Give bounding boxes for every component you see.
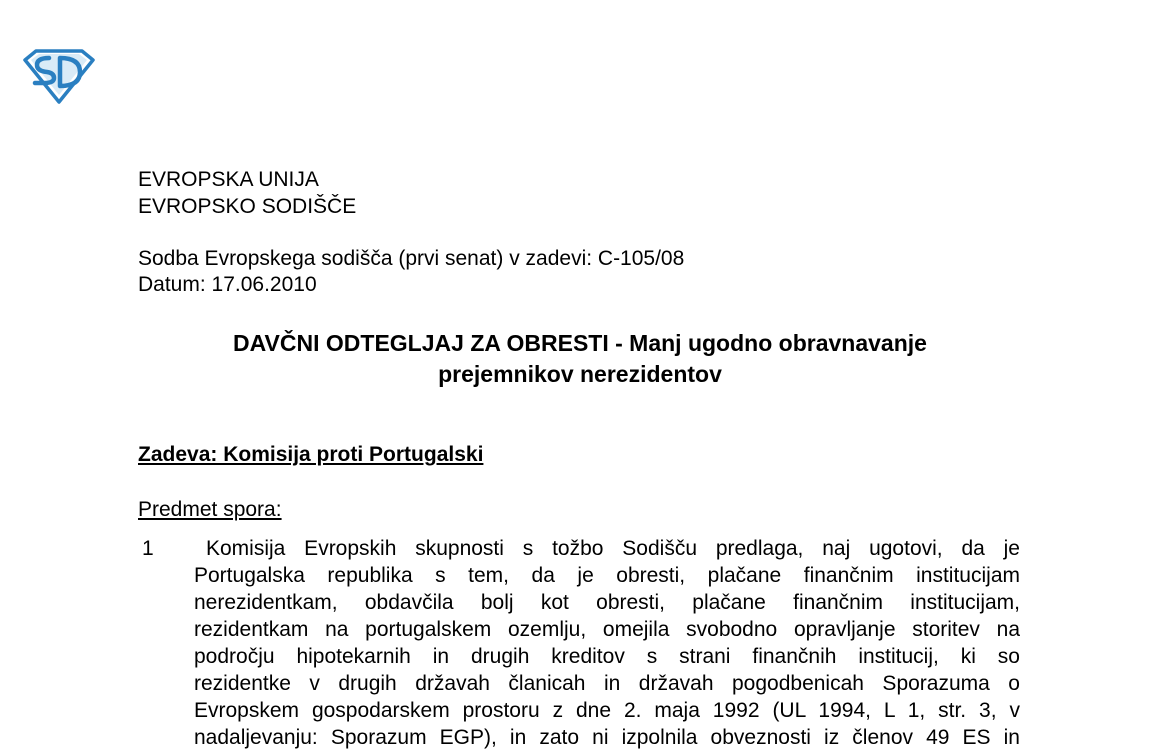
case-subject: Zadeva: Komisija proti Portugalski	[138, 443, 484, 466]
paragraph-text	[194, 535, 1020, 751]
paragraph-line: Portugalska republika s tem, da je obresti, plačane finančnim institucijam	[194, 564, 1020, 587]
paragraph-line: rezidentkam na portugalskem ozemlju, omejila svobodno opravljanje storitev na	[194, 618, 1020, 641]
paragraph-line: področju hipotekarnih in drugih kreditov s strani finančnih institucij, ki so	[194, 645, 1020, 668]
paragraph-line: nerezidentkam, obdavčila bolj kot obresti, plačane finančnim institucijam,	[194, 591, 1020, 614]
title-line-2: prejemnikov nerezidentov	[438, 361, 722, 387]
case-date: Datum: 17.06.2010	[138, 273, 317, 296]
header-court: EVROPSKO SODIŠČE	[138, 195, 357, 218]
subject-heading: Predmet spora:	[138, 498, 282, 521]
court-header	[138, 166, 356, 220]
title-line-1: DAVČNI ODTEGLJAJ ZA OBRESTI - Manj ugodno obravnavanje	[233, 330, 927, 356]
paragraph-line: Komisija Evropskih skupnosti s tožbo Sodišču predlaga, naj ugotovi, da je	[206, 537, 1020, 560]
case-info	[138, 246, 684, 298]
paragraph-line: nadaljevanju: Sporazum EGP), in zato ni izpolnila obveznosti iz členov 49 ES in	[194, 726, 1020, 749]
paragraph-line: Evropskem gospodarskem prostoru z dne 2. maja 1992 (UL 1994, L 1, str. 3, v	[194, 699, 1020, 722]
header-union: EVROPSKA UNIJA	[138, 168, 319, 191]
paragraph-line: rezidentke v drugih državah članicah in državah pogodbenicah Sporazuma o	[194, 672, 1020, 695]
case-reference: Sodba Evropskega sodišča (prvi senat) v zadevi: C-105/08	[138, 247, 685, 270]
court-logo	[22, 48, 96, 104]
document-title	[138, 328, 1022, 390]
paragraph-number: 1	[142, 537, 154, 560]
